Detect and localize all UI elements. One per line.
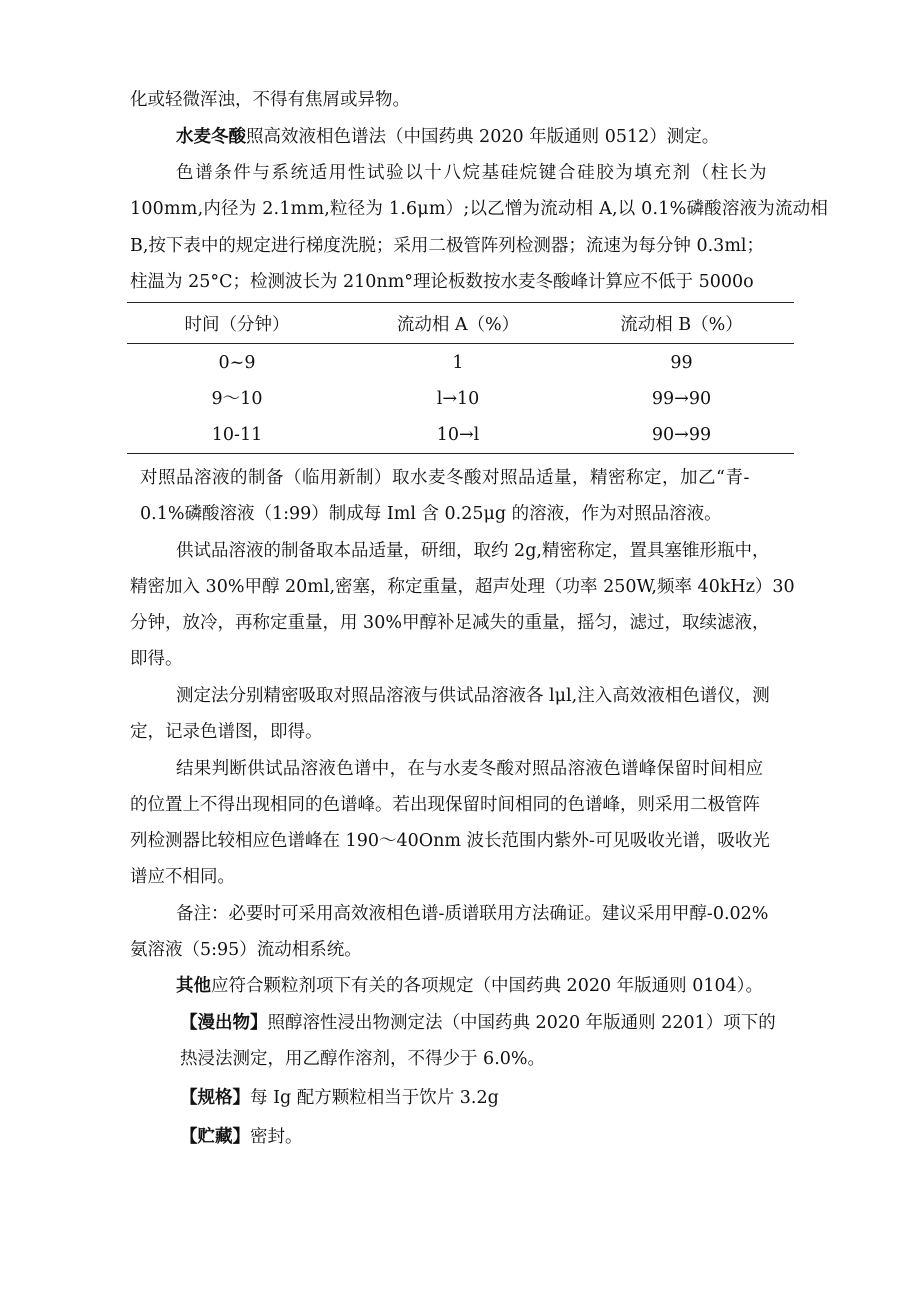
table-header-rule: [127, 343, 794, 344]
text-line: 分钟，放冷，再称定重量，用 30%甲醇补足减失的重量，摇匀，滤过，取续滤液，: [130, 613, 770, 633]
text-line: 定，记录色谱图，即得。: [130, 722, 323, 742]
section-heading: 【漫出物】: [180, 1013, 268, 1033]
table-top-rule: [127, 302, 794, 303]
text-line: [180, 1125, 303, 1149]
text-line: 精密加入 30%甲醇 20ml,密塞，称定重量，超声处理（功率 250W,频率 40kHz）30: [130, 577, 795, 597]
table-cell: 0~9: [218, 353, 256, 373]
section-heading: 其他: [176, 976, 211, 996]
section-heading: 【贮藏】: [180, 1127, 250, 1147]
text-line: [176, 974, 763, 998]
text-line: 列检测器比较相应色谱峰在 190～40Onm 波长范围内紫外-可见吸收光谱，吸收光: [130, 831, 770, 851]
text-line: 供试品溶液的制备取本品适量，研细，取约 2g,精密称定，置具塞锥形瓶中，: [176, 541, 770, 561]
text-line: 热浸法测定，用乙醇作溶剂，不得少于 6.0%。: [180, 1049, 546, 1069]
text-line: 氨溶液（5:95）流动相系统。: [130, 940, 362, 960]
text-span: 每 Ig 配方颗粒相当于饮片 3.2g: [250, 1088, 499, 1108]
text-span: 照高效液相色谱法（中国药典 2020 年版通则 0512）测定。: [246, 127, 720, 147]
text-line: 的位置上不得出现相同的色谱峰。若出现保留时间相同的色谱峰，则采用二极管阵: [130, 795, 760, 815]
text-line: [180, 1011, 776, 1035]
text-line: [180, 1086, 499, 1110]
table-header-phase-b: 流动相 B（%）: [620, 315, 743, 335]
text-line: 谱应不相同。: [130, 867, 235, 887]
table-cell: 1: [452, 353, 464, 373]
table-cell: 90→99: [651, 425, 712, 445]
table-cell: 10-11: [211, 425, 263, 445]
text-line: 结果判断供试品溶液色谱中，在与水麦冬酸对照品溶液色谱峰保留时间相应: [176, 759, 764, 779]
text-span: 密封。: [250, 1127, 303, 1147]
table-header-phase-a: 流动相 A（%）: [396, 315, 520, 335]
text-line: 0.1%磷酸溶液（1:99）制成每 Iml 含 0.25μg 的溶液，作为对照品溶液。: [140, 504, 722, 524]
table-cell: l→10: [436, 389, 480, 409]
text-line: B,按下表中的规定进行梯度洗脱；采用二极管阵列检测器；流速为每分钟 0.3ml；: [130, 236, 765, 256]
text-line: 备注：必要时可采用高效液相色谱-质谱联用方法确证。建议采用甲醇-0.02%: [176, 904, 769, 924]
table-cell: 9～10: [211, 389, 263, 409]
section-heading: 【规格】: [180, 1088, 250, 1108]
gradient-table: [127, 302, 794, 454]
section-heading: 水麦冬酸: [176, 127, 246, 147]
table-header-time: 时间（分钟）: [184, 315, 290, 335]
text-line: 化或轻微浑浊，不得有焦屑或异物。: [130, 90, 410, 110]
text-line: 柱温为 25°C；检测波长为 210nm°理论板数按水麦冬酸峰计算应不低于 5000o: [130, 272, 754, 292]
text-span: 应符合颗粒剂项下有关的各项规定（中国药典 2020 年版通则 0104）。: [211, 976, 764, 996]
table-cell: 99→90: [651, 389, 712, 409]
text-span: 照醇溶性浸出物测定法（中国药典 2020 年版通则 2201）项下的: [267, 1013, 776, 1033]
table-cell: 10→l: [436, 425, 480, 445]
text-line: 对照品溶液的制备（临用新制）取水麦冬酸对照品适量，精密称定，加乙“青-: [140, 468, 750, 488]
text-line: 测定法分别精密吸取对照品溶液与供试品溶液各 lμl,注入高效液相色谱仪，测: [176, 686, 770, 706]
text-line: [176, 125, 719, 149]
table-bottom-rule: [127, 453, 794, 454]
text-line: 100mm,内径为 2.1mm,粒径为 1.6μm）;以乙憎为流动相 A,以 0.1%磷酸溶液为流动相: [130, 199, 829, 219]
text-line: 色谱条件与系统适用性试验以十八烷基硅烷键合硅胶为填充剂（柱长为: [176, 163, 769, 183]
table-cell: 99: [670, 353, 693, 373]
text-line: 即得。: [130, 649, 183, 669]
